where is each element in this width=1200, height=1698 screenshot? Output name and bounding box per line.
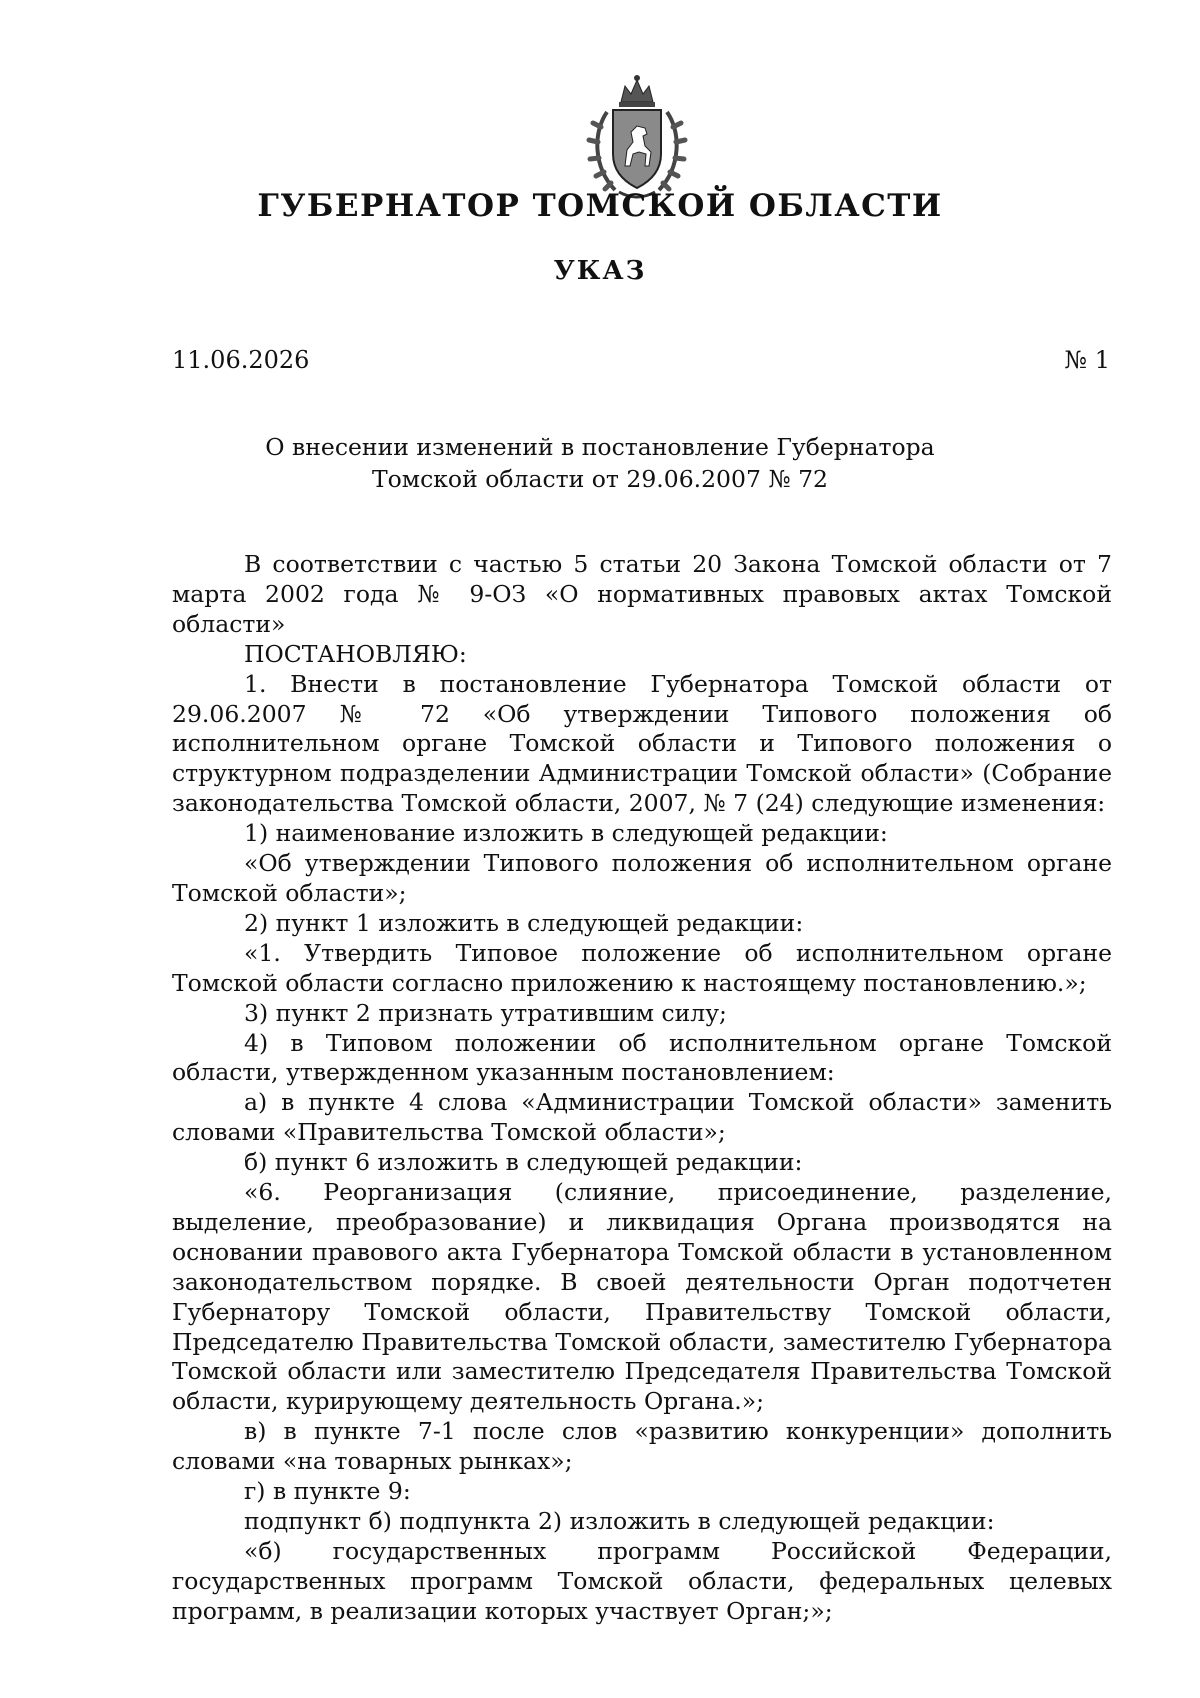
- body-paragraph: 1) наименование изложить в следующей редакции:: [244, 819, 888, 848]
- body-paragraph: «6. Реорганизация (слияние, присоединение, разделение, выделение, преобразование) и ликвидация Органа производятся на основании правового акта Губернатора Томской области в установленном законодательством порядке. В своей деятельности Орган подотчетен Губернатору Томской области, Правительству Томской области, Председателю Правительства Томской области, заместителю Губернатора Томской области или заместителю Председателя Правительства Томской области, курирующему деятельность Органа.»;: [172, 1178, 1112, 1416]
- body-paragraph: «1. Утвердить Типовое положение об исполнительном органе Томской области согласно приложению к настоящему постановлению.»;: [172, 938, 1112, 997]
- body-paragraph: 3) пункт 2 признать утратившим силу;: [244, 998, 727, 1027]
- coat-of-arms-icon: [585, 72, 689, 204]
- body-paragraph: ПОСТАНОВЛЯЮ:: [244, 639, 467, 668]
- subject-line: О внесении изменений в постановление Губернатора: [265, 433, 935, 461]
- body-paragraph: подпункт б) подпункта 2) изложить в следующей редакции:: [244, 1507, 995, 1535]
- body-paragraph: 4) в Типовом положении об исполнительном органе Томской области, утвержденном указанным постановлением:: [172, 1028, 1112, 1087]
- document-subject: [0, 431, 1200, 495]
- body-paragraph: «Об утверждении Типового положения об исполнительном органе Томской области»;: [172, 849, 1112, 907]
- body-paragraph: в) в пункте 7-1 после слов «развитию конкуренции» дополнить словами «на товарных рынках»;: [172, 1417, 1112, 1476]
- body-paragraph: 1. Внести в постановление Губернатора Томской области от 29.06.2007 № 72 «Об утверждении Типового положения об исполнительном органе Томской области и Типового положения о структурном подразделении Администрации Томской области» (Собрание законодательства Томской области, 2007, № 7 (24) следующие изменения:: [172, 669, 1112, 818]
- body-paragraph: «б) государственных программ Российской Федерации, государственных программ Томской области, федеральных целевых программ, в реализации которых участвует Орган;»;: [172, 1536, 1112, 1625]
- document-type-title: УКАЗ: [553, 256, 647, 286]
- issuing-authority-title: ГУБЕРНАТОР ТОМСКОЙ ОБЛАСТИ: [257, 188, 943, 224]
- body-paragraph: В соответствии с частью 5 статьи 20 Закона Томской области от 7 марта 2002 года № 9-ОЗ «О нормативных правовых актах Томской области»: [172, 550, 1112, 638]
- document-body: [172, 550, 1112, 1627]
- body-paragraph: а) в пункте 4 слова «Администрации Томской области» заменить словами «Правительства Томской области»;: [172, 1088, 1112, 1147]
- body-paragraph: б) пункт 6 изложить в следующей редакции:: [244, 1148, 803, 1177]
- body-paragraph: г) в пункте 9:: [244, 1477, 411, 1506]
- document-date: 11.06.2026: [172, 346, 310, 374]
- body-paragraph: 2) пункт 1 изложить в следующей редакции:: [244, 908, 804, 937]
- subject-line: Томской области от 29.06.2007 № 72: [371, 465, 828, 493]
- document-number: № 1: [1064, 346, 1110, 374]
